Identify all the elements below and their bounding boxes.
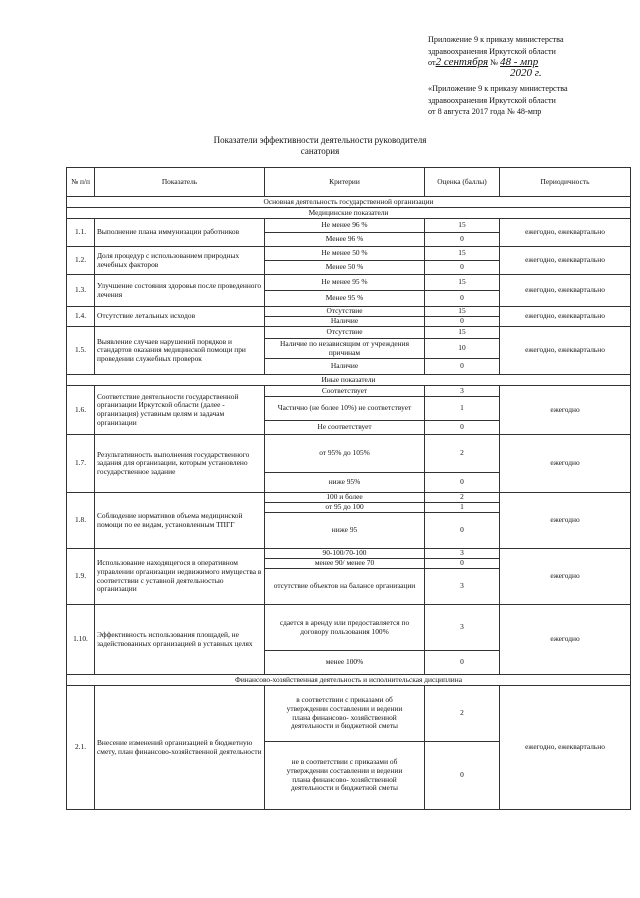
criterion: менее 90/ менее 70 bbox=[265, 559, 425, 569]
section-finance: Финансово-хозяйственная деятельность и исполнительская дисциплина bbox=[67, 675, 631, 686]
criterion: от 95% до 105% bbox=[265, 435, 425, 473]
indicator-name: Соблюдение нормативов объема медицинской помощи по ее видам, установленным ТПГГ bbox=[95, 493, 265, 549]
score: 0 bbox=[425, 742, 500, 810]
score: 15 bbox=[425, 307, 500, 317]
handwritten-year: 2020 г. bbox=[510, 67, 542, 79]
row-number: 1.10. bbox=[67, 605, 95, 675]
indicator-name: Внесение изменений организацией в бюджетную смету, план финансово-хозяйственной деятельности bbox=[95, 686, 265, 810]
header-line-3: от2 сентября № 48 - мпр bbox=[428, 56, 539, 68]
col-header-score: Оценка (баллы) bbox=[425, 168, 500, 197]
score: 3 bbox=[425, 569, 500, 605]
score: 0 bbox=[425, 317, 500, 327]
table-row bbox=[67, 219, 631, 233]
document-title-line-2: санатория bbox=[300, 146, 340, 156]
indicator-name: Выявление случаев нарушений порядков и стандартов оказания медицинской помощи при проведении служебных проверок bbox=[95, 327, 265, 375]
table-row bbox=[67, 275, 631, 291]
period: ежегодно bbox=[500, 549, 631, 605]
table-row bbox=[67, 386, 631, 397]
score: 1 bbox=[425, 397, 500, 421]
criterion: Отсутствие bbox=[265, 327, 425, 339]
score: 1 bbox=[425, 503, 500, 513]
header-line-1: Приложение 9 к приказу министерства bbox=[428, 35, 564, 44]
score: 3 bbox=[425, 549, 500, 559]
criterion: ниже 95% bbox=[265, 473, 425, 493]
section-main: Основная деятельность государственной организации bbox=[67, 197, 631, 208]
score: 0 bbox=[425, 359, 500, 375]
handwritten-number: 48 - мпр bbox=[500, 56, 539, 68]
period: ежегодно, ежеквартально bbox=[500, 307, 631, 327]
period: ежегодно bbox=[500, 386, 631, 435]
score: 0 bbox=[425, 559, 500, 569]
criterion: 100 и более bbox=[265, 493, 425, 503]
row-number: 1.8. bbox=[67, 493, 95, 549]
indicator-name: Эффективность использования площадей, не задействованных организацией в уставных целях bbox=[95, 605, 265, 675]
criterion: Наличие bbox=[265, 317, 425, 327]
score: 2 bbox=[425, 435, 500, 473]
row-number: 1.4. bbox=[67, 307, 95, 327]
indicator-name: Соответствие деятельности государственной организации Иркутской области (далее - организация) уставным целям и задачам организации bbox=[95, 386, 265, 435]
period: ежегодно, ежеквартально bbox=[500, 327, 631, 375]
header-line-5: «Приложение 9 к приказу министерства bbox=[428, 84, 568, 93]
row-number: 1.3. bbox=[67, 275, 95, 307]
table-row bbox=[67, 247, 631, 261]
section-other: Иные показатели bbox=[67, 375, 631, 386]
criterion: Менее 96 % bbox=[265, 233, 425, 247]
score: 0 bbox=[425, 513, 500, 549]
criterion: в соответствии с приказами об утверждении составлении и ведении плана финансово- хозяйственной деятельности и бюджетной сметы bbox=[265, 686, 425, 742]
row-number: 1.9. bbox=[67, 549, 95, 605]
score: 15 bbox=[425, 275, 500, 291]
table-row bbox=[67, 435, 631, 473]
col-header-indicator: Показатель bbox=[95, 168, 265, 197]
row-number: 2.1. bbox=[67, 686, 95, 810]
col-header-period: Периодичность bbox=[500, 168, 631, 197]
criterion: менее 100% bbox=[265, 651, 425, 675]
criterion: Частично (не более 10%) не соответствует bbox=[265, 397, 425, 421]
table-row bbox=[67, 686, 631, 742]
table-header-row bbox=[67, 168, 631, 197]
header-line-6: здравоохранения Иркутской области bbox=[428, 96, 556, 105]
criterion: сдается в аренду или предоставляется по договору пользования 100% bbox=[265, 605, 425, 651]
handwritten-date: 2 сентября bbox=[435, 56, 489, 68]
indicator-name: Отсутствие летальных исходов bbox=[95, 307, 265, 327]
row-number: 1.5. bbox=[67, 327, 95, 375]
row-number: 1.7. bbox=[67, 435, 95, 493]
criterion: отсутствие объектов на балансе организации bbox=[265, 569, 425, 605]
table-row bbox=[67, 493, 631, 503]
score: 15 bbox=[425, 219, 500, 233]
section-medical: Медицинские показатели bbox=[67, 208, 631, 219]
table-row bbox=[67, 549, 631, 559]
criterion: Не менее 50 % bbox=[265, 247, 425, 261]
col-header-criteria: Критерии bbox=[265, 168, 425, 197]
period: ежегодно bbox=[500, 493, 631, 549]
criterion: Не соответствует bbox=[265, 421, 425, 435]
criterion: Наличие bbox=[265, 359, 425, 375]
table-row bbox=[67, 307, 631, 317]
criterion: ниже 95 bbox=[265, 513, 425, 549]
period: ежегодно, ежеквартально bbox=[500, 275, 631, 307]
score: 2 bbox=[425, 493, 500, 503]
score: 15 bbox=[425, 327, 500, 339]
score: 15 bbox=[425, 247, 500, 261]
criterion: Не менее 95 % bbox=[265, 275, 425, 291]
indicator-name: Результативность выполнения государственного задания для организации, которым установлено государственное задание bbox=[95, 435, 265, 493]
indicator-name: Выполнение плана иммунизации работников bbox=[95, 219, 265, 247]
criterion: Отсутствие bbox=[265, 307, 425, 317]
criterion: Менее 95 % bbox=[265, 291, 425, 307]
criterion: Менее 50 % bbox=[265, 261, 425, 275]
score: 3 bbox=[425, 386, 500, 397]
row-number: 1.2. bbox=[67, 247, 95, 275]
period: ежегодно bbox=[500, 435, 631, 493]
header-line-2: здравоохранения Иркутской области bbox=[428, 47, 556, 56]
indicator-name: Доля процедур с использованием природных лечебных факторов bbox=[95, 247, 265, 275]
indicators-table bbox=[66, 167, 631, 810]
score: 0 bbox=[425, 421, 500, 435]
score: 0 bbox=[425, 233, 500, 247]
criterion: Соответствует bbox=[265, 386, 425, 397]
row-number: 1.6. bbox=[67, 386, 95, 435]
period: ежегодно bbox=[500, 605, 631, 675]
score: 0 bbox=[425, 261, 500, 275]
score: 3 bbox=[425, 605, 500, 651]
criterion: 90-100/70-100 bbox=[265, 549, 425, 559]
score: 10 bbox=[425, 339, 500, 359]
score: 0 bbox=[425, 291, 500, 307]
score: 0 bbox=[425, 651, 500, 675]
indicator-name: Использование находящегося в оперативном управлении организации недвижимого имущества в соответствии с уставной деятельностью организации bbox=[95, 549, 265, 605]
criterion: не в соответствии с приказами об утверждении составлении и ведении плана финансово- хозяйственной деятельности и бюджетной сметы bbox=[265, 742, 425, 810]
criterion: от 95 до 100 bbox=[265, 503, 425, 513]
document-title-line-1: Показатели эффективности деятельности руководителя bbox=[213, 135, 427, 145]
col-header-num: № п/п bbox=[67, 168, 95, 197]
header-line-7: от 8 августа 2017 года № 48-мпр bbox=[428, 107, 542, 116]
row-number: 1.1. bbox=[67, 219, 95, 247]
criterion: Наличие по независящим от учреждения причинам bbox=[265, 339, 425, 359]
score: 0 bbox=[425, 473, 500, 493]
criterion: Не менее 96 % bbox=[265, 219, 425, 233]
period: ежегодно, ежеквартально bbox=[500, 219, 631, 247]
score: 2 bbox=[425, 686, 500, 742]
indicator-name: Улучшение состояния здоровья после проведенного лечения bbox=[95, 275, 265, 307]
table-row bbox=[67, 327, 631, 339]
table-row bbox=[67, 605, 631, 651]
period: ежегодно, ежеквартально bbox=[500, 247, 631, 275]
period: ежегодно, ежеквартально bbox=[500, 686, 631, 810]
